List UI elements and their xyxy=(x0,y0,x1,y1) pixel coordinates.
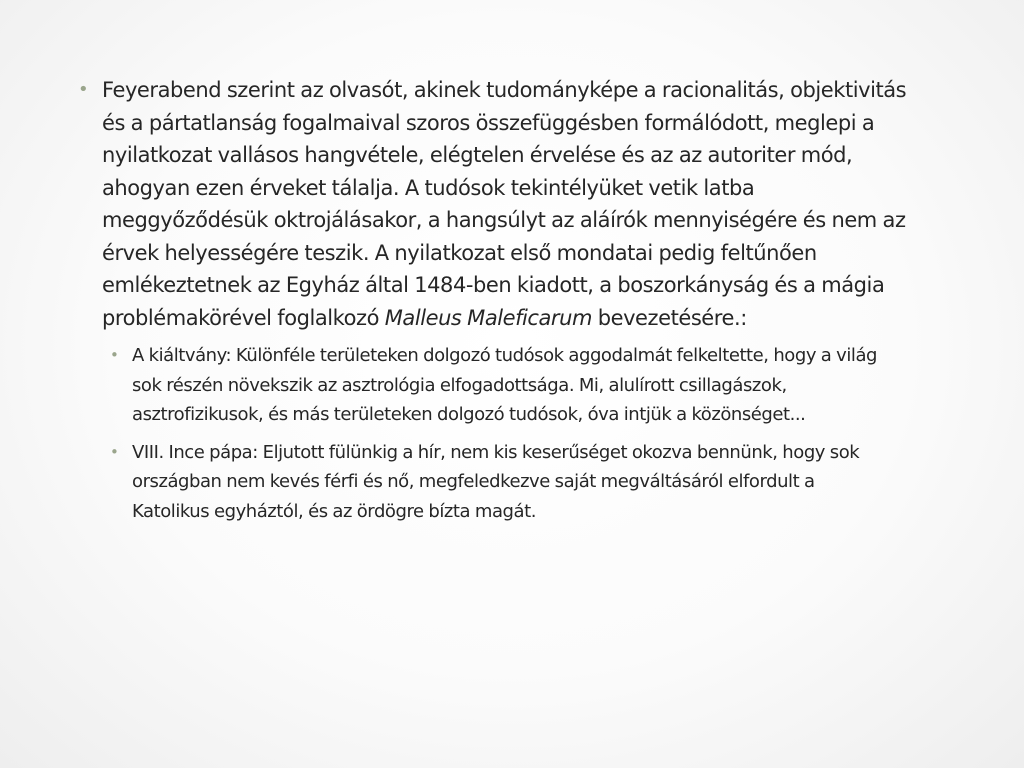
main-bullet-text-after: bevezetésére.: xyxy=(592,305,747,330)
sub-bullet-manifesto xyxy=(110,341,890,430)
main-bullet xyxy=(78,74,908,334)
slide-content xyxy=(78,74,908,534)
bullet-dot-icon: • xyxy=(78,79,89,100)
main-bullet-text xyxy=(102,78,906,330)
sub-bullet-text: VIII. Ince pápa: Eljutott fülünkig a hír, nem kis keserűséget okozva bennünk, hogy sok országban nem kevés férfi és nő, megfeledkezve saját megváltásáról elfordult a Katolikus egyháztól, és az ördögre bízta magát. xyxy=(132,441,860,522)
main-bullet-text-before: Feyerabend szerint az olvasót, akinek tudományképe a racionalitás, objektivitás és a pártatlanság fogalmaival szoros összefüggésben formálódott, meglepi a nyilatkozat vallásos hangvétele, elégtelen érvelése és az az autoriter mód, ahogyan ezen érveket tálalja. A tudósok tekintélyüket vetik latba meggyőződésük oktrojálásakor, a hangsúlyt az aláírók mennyiségére és nem az érvek helyességére teszik. A nyilatkozat első mondatai pedig feltűnően emlékeztetnek az Egyház által 1484-ben kiadott, a boszorkányság és a mágia problémakörével foglalkozó xyxy=(102,78,907,330)
sub-bullet-pope xyxy=(110,438,890,527)
book-title: Malleus Maleficarum xyxy=(384,305,592,330)
bullet-dot-icon: • xyxy=(110,442,119,461)
sub-bullet-text: A kiáltvány: Különféle területeken dolgozó tudósok aggodalmát felkeltette, hogy a világ sok részén növekszik az asztrológia elfogadottsága. Mi, alulírott csillagászok, asztrofizikusok, és más területeken dolgozó tudósok, óva intjük a közönséget... xyxy=(132,345,878,425)
sub-bullet-list xyxy=(110,341,890,526)
bullet-dot-icon: • xyxy=(110,346,119,364)
